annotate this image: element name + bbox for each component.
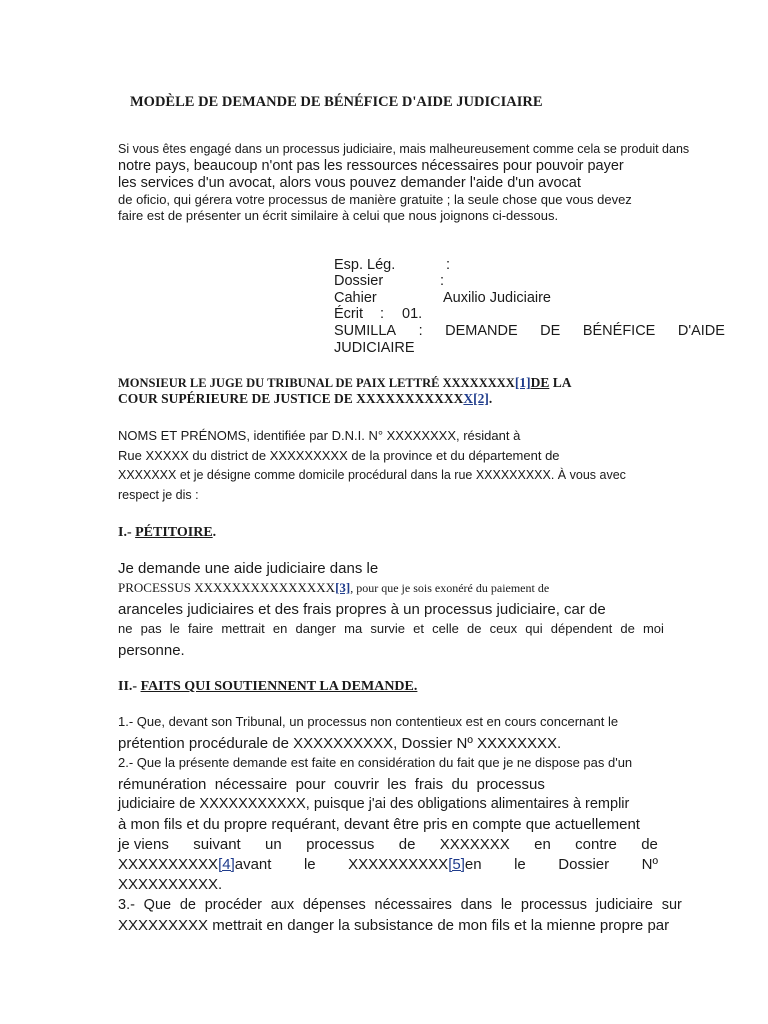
word: un xyxy=(265,836,282,853)
sumilla-word: DE xyxy=(540,323,561,339)
word: en xyxy=(534,836,551,853)
word: avant xyxy=(234,856,272,873)
intro-line-3: les services d'un avocat, alors vous pouvez demander l'aide d'un avocat xyxy=(118,175,581,191)
word: suivant xyxy=(193,836,241,853)
section-2-p2-line-7: XXXXXXXXXX. xyxy=(118,876,223,893)
word: qui xyxy=(525,621,543,636)
word: judiciaire xyxy=(595,897,653,913)
word: de xyxy=(398,836,416,853)
section-2-p3-line-2: XXXXXXXXX mettrait en danger la subsistance de mon fils et la mienne propre par xyxy=(118,917,670,934)
section-1-line-1: Je demande une aide judiciaire dans le xyxy=(118,560,379,577)
intro-line-2: notre pays, beaucoup n'ont pas les ressources nécessaires pour pouvoir payer xyxy=(118,158,624,174)
word: Nº xyxy=(641,856,658,873)
sumilla-word: D'AIDE xyxy=(677,323,725,339)
sumilla-word: DEMANDE xyxy=(445,323,518,339)
identity-line-3: XXXXXXX et je désigne comme domicile procédural dans la rue XXXXXXXXX. À vous avec xyxy=(118,468,626,482)
sumilla-word: BÉNÉFICE xyxy=(582,323,656,339)
word: aux xyxy=(270,897,295,913)
footnote-link-3[interactable]: [3] xyxy=(335,580,351,595)
section-2-number: II.- xyxy=(118,679,141,694)
word: nécessaires xyxy=(374,897,452,913)
section-2-title: FAITS QUI SOUTIENNENT LA DEMANDE. xyxy=(140,679,418,694)
footnote-link-2[interactable]: X[2] xyxy=(463,391,489,406)
intro-line-4: de oficio, qui gérera votre processus de manière gratuite ; la seule chose que vous devez xyxy=(118,192,632,207)
field-esp-leg-colon: : xyxy=(446,257,451,273)
field-dossier xyxy=(334,273,534,291)
footnote-link-4[interactable]: [4] xyxy=(218,856,235,873)
word: et xyxy=(413,621,425,636)
field-dossier-label: Dossier xyxy=(334,273,384,289)
section-2-p2-line-4: à mon fils et du propre requérant, devant être pris en compte que actuellement xyxy=(118,816,640,833)
field-cahier-label: Cahier xyxy=(334,290,377,306)
section-2-p1-line-2: prétention procédurale de XXXXXXXXXX, Dossier Nº XXXXXXXX. xyxy=(118,735,562,752)
section-1-line-5: personne. xyxy=(118,642,185,659)
word: de xyxy=(467,621,482,636)
word: celle xyxy=(432,621,459,636)
field-sumilla-continuation: JUDICIAIRE xyxy=(334,340,415,356)
word: mettrait xyxy=(221,621,265,636)
intro-line-5: faire est de présenter un écrit similaire à celui que nous joignons ci-dessous. xyxy=(118,208,559,223)
word: processus xyxy=(520,897,587,913)
addressee-line-1 xyxy=(118,375,571,391)
word: faire xyxy=(187,621,214,636)
word: 3.- xyxy=(118,897,135,913)
word: processus xyxy=(306,836,375,853)
word: Que xyxy=(143,897,172,913)
identity-line-1: NOMS ET PRÉNOMS, identifiée par D.N.I. N° XXXXXXXX, résidant à xyxy=(118,428,521,443)
word: danger xyxy=(295,621,336,636)
word: XXXXXXX xyxy=(439,836,510,853)
footnote-link-5[interactable]: [5] xyxy=(448,856,465,873)
field-sumilla xyxy=(334,323,725,339)
section-2-p2-line-1: 2.- Que la présente demande est faite en considération du fait que je ne dispose pas d'un xyxy=(118,755,633,770)
word: le xyxy=(169,621,180,636)
section-1-line-4 xyxy=(118,621,664,636)
addressee-text-la: LA xyxy=(549,375,572,390)
word: Dossier xyxy=(558,856,610,873)
word: dans xyxy=(460,897,493,913)
section-1-line-2 xyxy=(118,580,549,596)
word: procéder xyxy=(204,897,262,913)
identity-line-2: Rue XXXXX du district de XXXXXXXXX de la province et du département de xyxy=(118,448,560,463)
word: le xyxy=(303,856,316,873)
footnote-link-1[interactable]: [1] xyxy=(514,375,531,390)
section-1-line-3: aranceles judiciaires et des frais propres à un processus judiciaire, car de xyxy=(118,601,606,618)
word: de xyxy=(620,621,635,636)
addressee-text: COUR SUPÉRIEURE DE JUSTICE DE XXXXXXXXXXX xyxy=(118,391,464,406)
section-1-number: I.- xyxy=(118,525,136,540)
section-2-p2-line-6 xyxy=(118,856,658,873)
addressee-text-de: DE xyxy=(530,375,550,390)
addressee-text: MONSIEUR LE JUGE DU TRIBUNAL DE PAIX LETTRÉ XXXXXXXX xyxy=(118,376,515,390)
word: moi xyxy=(642,621,664,636)
field-esp-leg-label: Esp. Lég. xyxy=(334,257,396,273)
word: contre xyxy=(575,836,617,853)
word: en xyxy=(464,856,482,873)
section-1-heading xyxy=(118,525,216,541)
section-2-p2-line-2: rémunération nécessaire pour couvrir les frais du processus xyxy=(118,776,545,793)
word: le xyxy=(500,897,513,913)
field-ecrit-value: 01. xyxy=(402,306,423,322)
word: pas xyxy=(140,621,162,636)
word: de xyxy=(641,836,658,853)
field-ecrit-label: Écrit xyxy=(334,306,363,322)
word: ceux xyxy=(489,621,518,636)
field-dossier-colon: : xyxy=(440,273,445,289)
sumilla-word: : xyxy=(418,323,423,339)
field-cahier-value: Auxilio Judiciaire xyxy=(443,290,551,306)
word: survie xyxy=(370,621,406,636)
section-1-end: . xyxy=(212,525,217,540)
identity-line-4: respect je dis : xyxy=(118,488,199,502)
word: en xyxy=(272,621,288,636)
document-title: MODÈLE DE DEMANDE DE BÉNÉFICE D'AIDE JUDICIAIRE xyxy=(130,94,543,110)
addressee-line-2 xyxy=(118,391,492,407)
section-2-heading xyxy=(118,679,431,695)
word xyxy=(118,856,271,873)
word: je viens xyxy=(118,836,169,853)
section-2-p3-line-1 xyxy=(118,897,682,913)
word: le xyxy=(514,856,526,873)
section-1-text: PROCESSUS XXXXXXXXXXXXXXX xyxy=(118,580,336,595)
word: XXXXXXXXXX xyxy=(118,856,219,873)
word: ma xyxy=(344,621,363,636)
section-1-text-b: , pour que je sois exonéré du paiement de xyxy=(350,581,550,595)
sumilla-word: SUMILLA xyxy=(334,323,397,339)
word: dépenses xyxy=(302,897,366,913)
section-2-p2-line-5 xyxy=(118,836,658,853)
word: XXXXXXXXXX xyxy=(348,856,449,873)
section-1-title: PÉTITOIRE xyxy=(135,525,213,540)
word: ne xyxy=(118,621,133,636)
intro-line-1: Si vous êtes engagé dans un processus judiciaire, mais malheureusement comme cela se produit dans xyxy=(118,142,690,156)
field-ecrit xyxy=(334,306,534,324)
section-2-p1-line-1: 1.- Que, devant son Tribunal, un processus non contentieux est en cours concernant le xyxy=(118,714,619,729)
field-ecrit-colon: : xyxy=(380,306,385,322)
section-2-p2-line-3: judiciaire de XXXXXXXXXXX, puisque j'ai des obligations alimentaires à remplir xyxy=(118,796,630,812)
addressee-end: . xyxy=(488,391,493,406)
word: dépendent xyxy=(550,621,613,636)
word: sur xyxy=(661,897,682,913)
word: de xyxy=(179,897,196,913)
word xyxy=(348,856,481,873)
